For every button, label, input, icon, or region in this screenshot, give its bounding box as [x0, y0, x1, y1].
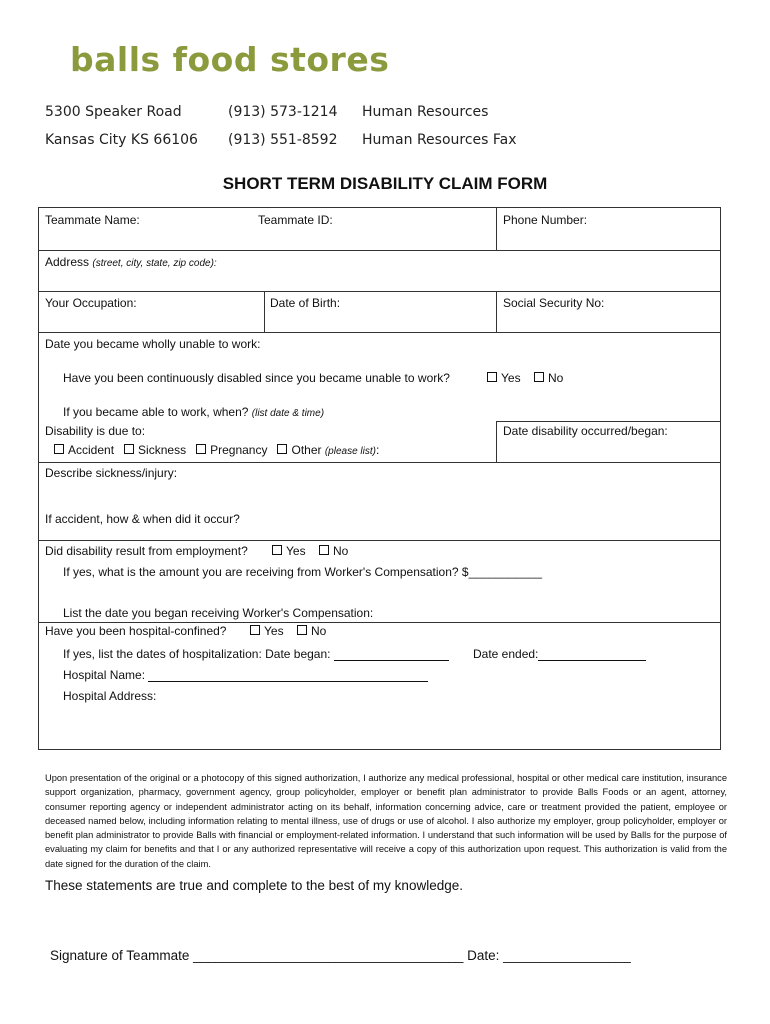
checkbox-icon[interactable] — [196, 444, 206, 454]
employment-yes[interactable]: Yes — [272, 544, 306, 558]
cause-pregnancy[interactable]: Pregnancy — [196, 443, 267, 457]
hosp-date-began-label: If yes, list the dates of hospitalization: Date began: — [63, 647, 449, 661]
signature-line: Signature of Teammate ____________________________________ Date: _________________ — [50, 948, 631, 963]
phone-number-label: Phone Number: — [503, 213, 588, 227]
cause-other[interactable]: Other — [277, 443, 321, 457]
certification-statement: These statements are true and complete to the best of my knowledge. — [45, 878, 463, 893]
hr-phone: (913) 573-1214 — [228, 104, 338, 120]
able-to-work-label: If you became able to work, when? (list date & time) — [63, 405, 325, 419]
checkbox-icon[interactable] — [277, 444, 287, 454]
hr-phone-label: Human Resources — [362, 104, 489, 120]
date-of-birth-label: Date of Birth: — [270, 296, 341, 310]
company-address-line2: Kansas City KS 66106 — [45, 132, 198, 148]
company-logo: balls food stores — [70, 40, 390, 79]
accident-how-label: If accident, how & when did it occur? — [45, 512, 240, 526]
continuously-disabled-yes[interactable]: Yes — [487, 371, 521, 385]
hr-fax: (913) 551-8592 — [228, 132, 338, 148]
teammate-id-label: Teammate ID: — [258, 213, 333, 227]
teammate-name-label: Teammate Name: — [45, 213, 140, 227]
continuously-disabled-question: Have you been continuously disabled since you became unable to work? — [63, 371, 450, 385]
describe-label: Describe sickness/injury: — [45, 466, 178, 480]
date-occurred-label: Date disability occurred/began: — [503, 424, 668, 438]
authorization-text: Upon presentation of the original or a photocopy of this signed authorization, I authorize any medical professional, hospital or other medical care institution, insurance support organization, pharmacy, government agency, group policyholder, employer or benefit plan administrator to provide Balls Foods or an agent, attorney, consumer reporting agency or independent administrator acting on its behalf, information concerning advice, care or treatment provided the patient, employee or deceased named below, including information relating to mental illness, use of drugs or use of alcohol. I also authorize my employer, group policyholder, employer or benefit plan administrator to provide Balls with financial or employment-related information. I understand that such information will be used by Balls for the purpose of evaluating my claim for benefits and that I or any authorized representative will receive a copy of this authorization upon request. This authorization is valid from the date signed for the duration of the claim. — [45, 773, 727, 869]
ssn-label: Social Security No: — [503, 296, 605, 310]
checkbox-icon[interactable] — [487, 372, 497, 382]
checkbox-icon[interactable] — [54, 444, 64, 454]
continuously-disabled-no[interactable]: No — [534, 371, 563, 385]
cause-sickness[interactable]: Sickness — [124, 443, 186, 457]
address-label: Address (street, city, state, zip code): — [45, 255, 217, 269]
address-hint: (street, city, state, zip code): — [92, 258, 217, 269]
hospital-confined-question: Have you been hospital-confined? — [45, 624, 227, 638]
cause-accident[interactable]: Accident — [54, 443, 114, 457]
result-employment-question: Did disability result from employment? — [45, 544, 248, 558]
cause-options: Accident Sickness Pregnancy Other (please list): — [54, 443, 379, 457]
date-began-line[interactable] — [334, 660, 449, 661]
company-address-line1: 5300 Speaker Road — [45, 104, 182, 120]
employment-no[interactable]: No — [319, 544, 348, 558]
claim-form — [38, 207, 721, 750]
checkbox-icon[interactable] — [272, 545, 282, 555]
hospital-address-label: Hospital Address: — [63, 689, 157, 703]
hr-fax-label: Human Resources Fax — [362, 132, 517, 148]
workers-comp-date-label: List the date you began receiving Worker's Compensation: — [63, 606, 374, 620]
checkbox-icon[interactable] — [124, 444, 134, 454]
hospital-name-label: Hospital Name: — [63, 668, 428, 682]
hospital-yes[interactable]: Yes — [250, 624, 284, 638]
hospital-name-line[interactable] — [148, 681, 428, 682]
occupation-label: Your Occupation: — [45, 296, 137, 310]
date-ended-label: Date ended: — [473, 647, 646, 661]
form-title: SHORT TERM DISABILITY CLAIM FORM — [222, 174, 548, 193]
checkbox-icon[interactable] — [297, 625, 307, 635]
checkbox-icon[interactable] — [250, 625, 260, 635]
checkbox-icon[interactable] — [534, 372, 544, 382]
checkbox-icon[interactable] — [319, 545, 329, 555]
date-unable-label: Date you became wholly unable to work: — [45, 337, 261, 351]
disability-due-label: Disability is due to: — [45, 424, 146, 438]
hospital-no[interactable]: No — [297, 624, 326, 638]
date-ended-line[interactable] — [538, 660, 646, 661]
workers-comp-amount-label: If yes, what is the amount you are receiving from Worker's Compensation? $___________ — [63, 565, 542, 579]
